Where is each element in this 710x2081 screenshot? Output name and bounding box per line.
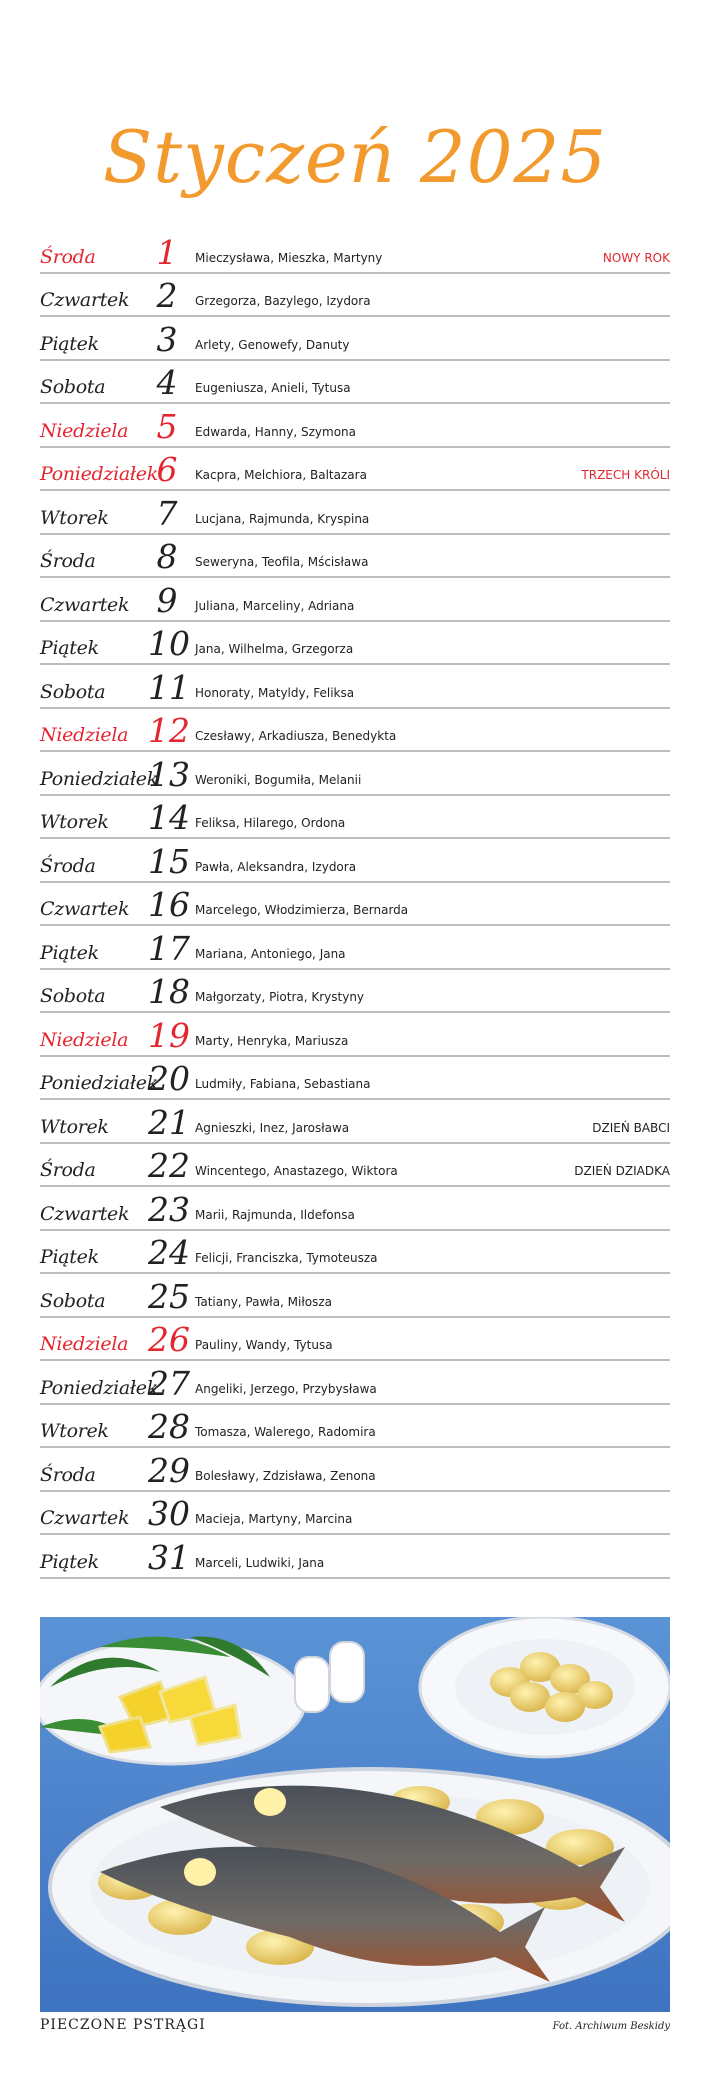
food-photo xyxy=(40,1617,670,2012)
weekday-label: Sobota xyxy=(40,1289,106,1312)
day-number: 16 xyxy=(148,885,190,924)
name-days: Grzegorza, Bazylego, Izydora xyxy=(195,294,371,308)
day-number: 29 xyxy=(148,1450,190,1490)
day-number: 31 xyxy=(148,1537,190,1577)
page-title: Styczeń 2025 xyxy=(102,115,608,199)
day-number: 30 xyxy=(148,1494,190,1533)
day-number: 14 xyxy=(148,798,190,837)
weekday-label: Czwartek xyxy=(40,898,130,920)
day-row xyxy=(0,1535,710,1579)
row-divider xyxy=(40,1577,670,1579)
weekday-label: Środa xyxy=(40,1159,96,1181)
weekday-label: Niedziela xyxy=(40,724,129,746)
day-row xyxy=(0,1057,710,1101)
name-days: Agnieszki, Inez, Jarosława xyxy=(195,1120,350,1135)
day-row xyxy=(0,1318,710,1362)
photo-credit: Fot. Archiwum Beskidy xyxy=(552,2021,670,2032)
weekday-label: Piątek xyxy=(40,1246,99,1268)
weekday-label: Środa xyxy=(40,550,96,572)
weekday-label: Piątek xyxy=(40,1550,99,1573)
day-row xyxy=(0,535,710,579)
day-number: 5 xyxy=(156,406,178,446)
day-number: 12 xyxy=(148,711,190,750)
day-number: 25 xyxy=(148,1276,190,1316)
day-number: 19 xyxy=(148,1015,190,1055)
day-row xyxy=(0,709,710,753)
name-days: Feliksa, Hilarego, Ordona xyxy=(195,816,346,830)
name-days: Angeliki, Jerzego, Przybysława xyxy=(195,1381,377,1396)
name-days: Felicji, Franciszka, Tymoteusza xyxy=(195,1251,378,1265)
day-row xyxy=(0,970,710,1014)
day-number: 23 xyxy=(148,1189,190,1229)
name-days: Tomasza, Walerego, Radomira xyxy=(195,1425,376,1439)
day-number: 7 xyxy=(156,493,178,533)
holiday-label: TRZECH KRÓLI xyxy=(581,468,670,482)
name-days: Czesławy, Arkadiusza, Benedykta xyxy=(195,729,397,743)
day-number: 3 xyxy=(156,319,178,359)
weekday-label: Czwartek xyxy=(40,1202,130,1225)
name-days: Pawła, Aleksandra, Izydora xyxy=(195,859,357,874)
name-days: Małgorzaty, Piotra, Krystyny xyxy=(195,990,365,1004)
name-days: Juliana, Marceliny, Adriana xyxy=(195,598,355,613)
holiday-label: DZIEŃ DZIADKA xyxy=(574,1164,670,1178)
photo-caption: PIECZONE PSTRĄGI xyxy=(40,2017,206,2033)
weekday-label: Poniedziałek xyxy=(40,463,158,485)
weekday-label: Czwartek xyxy=(40,289,130,311)
name-days: Edwarda, Hanny, Szymona xyxy=(195,424,357,439)
holiday-label: NOWY ROK xyxy=(602,250,670,265)
day-row xyxy=(0,752,710,796)
day-row xyxy=(0,230,710,274)
day-number: 18 xyxy=(148,972,190,1011)
day-row xyxy=(0,1448,710,1492)
day-row xyxy=(0,1100,710,1144)
day-row xyxy=(0,622,710,666)
day-number: 10 xyxy=(148,624,190,663)
day-number: 6 xyxy=(156,450,178,489)
day-number: 17 xyxy=(148,928,190,968)
day-row xyxy=(0,883,710,927)
name-days: Tatiany, Pawła, Miłosza xyxy=(195,1294,333,1309)
day-number: 2 xyxy=(156,276,178,315)
day-row xyxy=(0,1405,710,1449)
day-number: 20 xyxy=(148,1059,190,1098)
weekday-label: Wtorek xyxy=(40,506,109,529)
weekday-label: Sobota xyxy=(40,985,106,1007)
weekday-label: Piątek xyxy=(40,332,99,355)
day-list xyxy=(0,230,710,1579)
weekday-label: Poniedziałek xyxy=(40,767,158,790)
weekday-label: Niedziela xyxy=(40,1333,129,1355)
holiday-label: DZIEŃ BABCI xyxy=(592,1120,670,1135)
day-row xyxy=(0,1013,710,1057)
day-row xyxy=(0,578,710,622)
weekday-label: Sobota xyxy=(40,680,106,703)
weekday-label: Sobota xyxy=(40,376,106,398)
name-days: Marii, Rajmunda, Ildefonsa xyxy=(195,1207,355,1222)
name-days: Weroniki, Bogumiła, Melanii xyxy=(195,772,362,787)
day-number: 9 xyxy=(156,580,178,620)
day-number: 26 xyxy=(148,1320,190,1359)
day-number: 24 xyxy=(148,1233,190,1272)
day-row xyxy=(0,1492,710,1536)
name-days: Pauliny, Wandy, Tytusa xyxy=(195,1338,333,1352)
weekday-label: Piątek xyxy=(40,637,99,659)
weekday-label: Wtorek xyxy=(40,1420,109,1442)
name-days: Bolesławy, Zdzisława, Zenona xyxy=(195,1468,376,1483)
day-row xyxy=(0,1361,710,1405)
name-days: Arlety, Genowefy, Danuty xyxy=(195,337,350,352)
day-row xyxy=(0,926,710,970)
day-number: 21 xyxy=(148,1102,190,1142)
weekday-label: Piątek xyxy=(40,941,99,964)
day-row xyxy=(0,1274,710,1318)
day-number: 13 xyxy=(148,754,190,794)
name-days: Mieczysława, Mieszka, Martyny xyxy=(195,250,383,265)
weekday-label: Poniedziałek xyxy=(40,1376,158,1399)
day-row xyxy=(0,1144,710,1188)
name-days: Marty, Henryka, Mariusza xyxy=(195,1033,349,1048)
name-days: Seweryna, Teofila, Mścisława xyxy=(195,555,369,569)
day-row xyxy=(0,317,710,361)
name-days: Eugeniusza, Anieli, Tytusa xyxy=(195,381,351,395)
day-number: 15 xyxy=(148,841,190,881)
name-days: Wincentego, Anastazego, Wiktora xyxy=(195,1164,398,1178)
day-row xyxy=(0,404,710,448)
day-row xyxy=(0,448,710,492)
day-number: 8 xyxy=(156,537,178,576)
day-row xyxy=(0,1187,710,1231)
weekday-label: Czwartek xyxy=(40,593,130,616)
day-row xyxy=(0,361,710,405)
day-row xyxy=(0,1231,710,1275)
name-days: Ludmiły, Fabiana, Sebastiana xyxy=(195,1077,371,1091)
weekday-label: Wtorek xyxy=(40,811,109,833)
name-days: Kacpra, Melchiora, Baltazara xyxy=(195,468,367,482)
weekday-label: Czwartek xyxy=(40,1507,130,1529)
day-row xyxy=(0,796,710,840)
weekday-label: Środa xyxy=(40,245,96,268)
day-row xyxy=(0,665,710,709)
name-days: Macieja, Martyny, Marcina xyxy=(195,1512,353,1526)
day-number: 28 xyxy=(148,1407,190,1446)
weekday-label: Niedziela xyxy=(40,1028,129,1051)
name-days: Marceli, Ludwiki, Jana xyxy=(195,1555,325,1570)
day-number: 1 xyxy=(156,232,178,272)
day-row xyxy=(0,839,710,883)
day-number: 11 xyxy=(148,667,190,707)
name-days: Marcelego, Włodzimierza, Bernarda xyxy=(195,903,409,917)
day-number: 4 xyxy=(156,363,178,402)
name-days: Mariana, Antoniego, Jana xyxy=(195,946,346,961)
weekday-label: Niedziela xyxy=(40,419,129,442)
name-days: Lucjana, Rajmunda, Kryspina xyxy=(195,511,370,526)
weekday-label: Środa xyxy=(40,1463,96,1486)
weekday-label: Wtorek xyxy=(40,1115,109,1138)
day-row xyxy=(0,274,710,318)
weekday-label: Środa xyxy=(40,854,96,877)
name-days: Jana, Wilhelma, Grzegorza xyxy=(195,642,354,656)
day-number: 22 xyxy=(148,1146,190,1185)
day-number: 27 xyxy=(148,1363,190,1403)
day-row xyxy=(0,491,710,535)
name-days: Honoraty, Matyldy, Feliksa xyxy=(195,685,355,700)
weekday-label: Poniedziałek xyxy=(40,1072,158,1094)
